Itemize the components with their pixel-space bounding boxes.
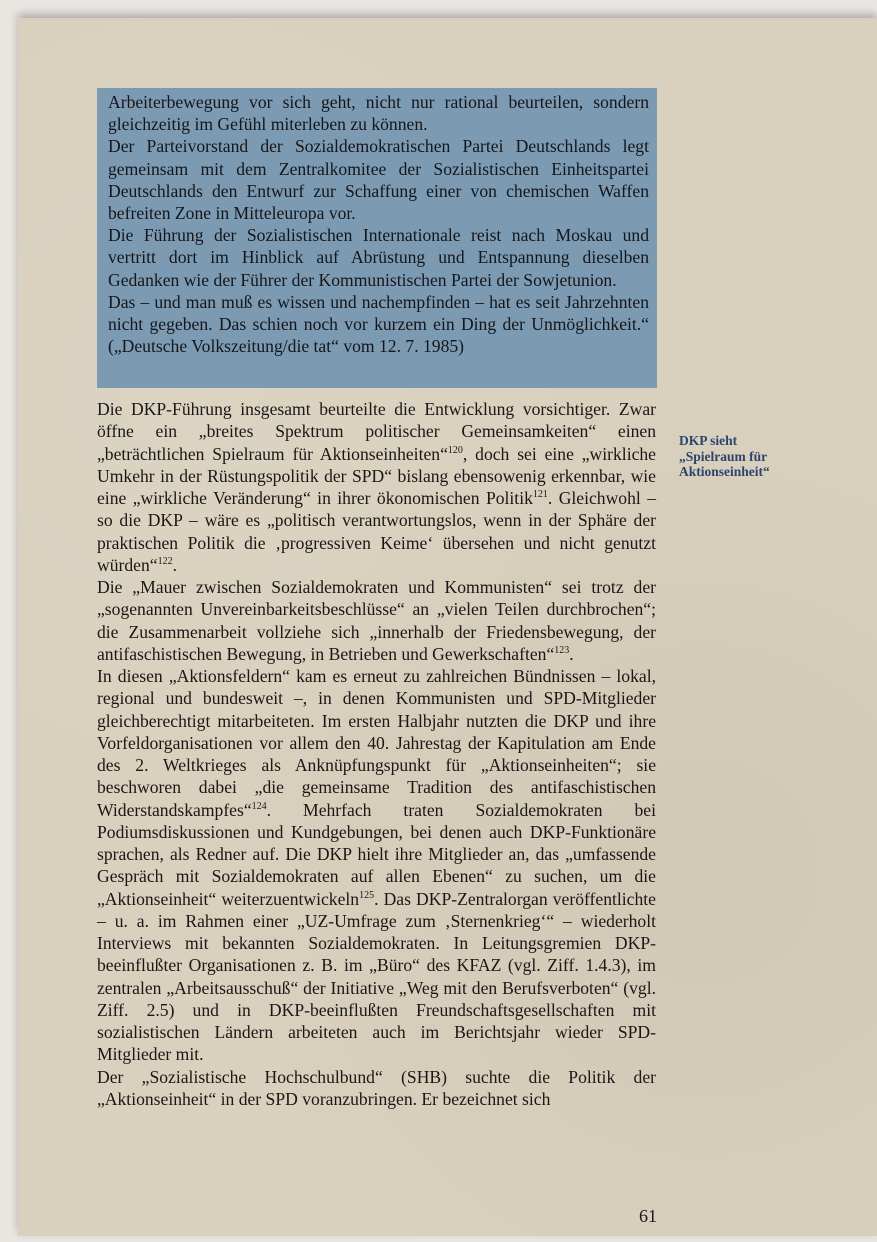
footnote-ref: 120 [447,444,463,456]
quote-paragraph: Der Parteivorstand der Sozialdemokratischen Partei Deutschlands legt gemeinsam mit dem Zentralkomitee der Sozialistischen Einheitspartei Deutschlands den Entwurf zur Schaffung einer von chemischen Waffen befreiten Zone in Mitteleuropa vor. [108,136,649,224]
text-run: Die „Mauer zwischen Sozialdemokraten und Kommunisten“ sei trotz der „sogenannten Unvereinbarkeitsbeschlüsse“ an „vielen Teilen durchbrochen“; die Zusammenarbeit vollziehe sich „innerhalb der Friedensbewegung, der antifaschistischen Bewegung, in Betrieben und Gewerkschaften“ [97,577,656,664]
body-paragraph: Der „Sozialistische Hochschulbund“ (SHB) suchte die Politik der „Aktionseinheit“ in der SPD voranzubringen. Er bezeichnet sich [97,1066,656,1109]
book-page [18,18,877,1236]
margin-note: DKP sieht „Spielraum für Aktionseinheit“ [679,433,770,479]
text-run: , doch sei eine „wirkliche Umkehr in der Rüstungspolitik der SPD“ bislang ebensowenig erkennbar, wie eine „wirkliche Veränderung“ in ihrer ökonomischen Politik [97,443,656,508]
text-run: . [569,643,574,664]
text-run: . Das DKP-Zentralorgan veröffentlichte – u. a. im Rahmen einer „UZ-Umfrage zum ‚Sternenkrieg‘“ – wiederholt Interviews mit bekannten Sozialdemokraten. In Leitungsgremien DKP-beeinflußter Organisationen z. B. im „Büro“ des KFAZ (vgl. Ziff. 1.4.3), im zentralen „Arbeitsausschuß“ der Initiative „Weg mit den Berufsverboten“ (vgl. Ziff. 2.5) und in DKP-beeinflußten Freundschaftsgesellschaften mit sozialistischen Ländern arbeiteten auch im Berichtsjahr wieder SPD-Mitglieder mit. [97,888,656,1065]
highlighted-quote-box [97,88,657,388]
footnote-ref: 121 [532,489,548,500]
body-paragraph [97,576,656,665]
footnote-ref: 122 [157,555,173,567]
quote-paragraph: Arbeiterbewegung vor sich geht, nicht nur rational beurteilen, sondern gleichzeitig im Gefühl miterleben zu können. [108,92,649,135]
body-paragraph [97,398,656,576]
text-run: . Mehrfach traten Sozialdemokraten bei Podiumsdiskussionen und Kundgebungen, bei denen auch DKP-Funktionäre sprachen, als Redner auf. Die DKP hielt ihre Mitglieder an, das „umfassende Gespräch mit Sozialdemokraten auf allen Ebenen“ zu suchen, um die „Aktionseinheit“ weiterzuentwickeln [97,799,656,909]
quote-paragraph: Das – und man muß es wissen und nachempfinden – hat es seit Jahrzehnten nicht gegeben. Das schien noch vor kurzem ein Ding der Unmöglichkeit.“ („Deutsche Volkszeitung/die tat“ vom 12. 7. 1985) [108,291,649,357]
footnote-ref: 124 [251,800,267,812]
page-number: 61 [639,1206,657,1226]
text-run: In diesen „Aktionsfeldern“ kam es erneut zu zahlreichen Bündnissen – lokal, regional und bundesweit –, in denen Kommunisten und SPD-Mitglieder gleichberechtigt mitarbeiteten. Im ersten Halbjahr nutzten die DKP und ihre Vorfeldorganisationen vor allem den 40. Jahrestag der Kapitulation am Ende des 2. Weltkrieges als Anknüpfungspunkt für „Aktionseinheiten“; sie beschworen dabei „die gemeinsame Tradition des antifaschistischen Widerstandskampfes“ [97,666,656,820]
text-run: Die DKP-Führung insgesamt beurteilte die Entwicklung vorsichtiger. Zwar öffne ein „breites Spektrum politischer Gemeinsamkeiten“ einen „beträchtlichen Spielraum für Aktionseinheiten“ [97,399,656,464]
footnote-ref: 123 [554,644,570,656]
body-paragraph [97,665,656,1066]
text-run: . Gleichwohl – so die DKP – wäre es „politisch verantwortungslos, wenn in der Sphäre der praktischen Politik die ‚progressiven Keime‘ übersehen und nicht genutzt würden“ [97,488,657,575]
footnote-ref: 125 [359,889,375,901]
quote-paragraph: Die Führung der Sozialistischen Internationale reist nach Moskau und vertritt dort im Hinblick auf Abrüstung und Entspannung dieselben Gedanken wie der Führer der Kommunistischen Partei der Sowjetunion. [108,225,649,290]
text-run: . [172,554,177,575]
main-body-text [97,398,656,1110]
faded-running-head [318,36,568,50]
